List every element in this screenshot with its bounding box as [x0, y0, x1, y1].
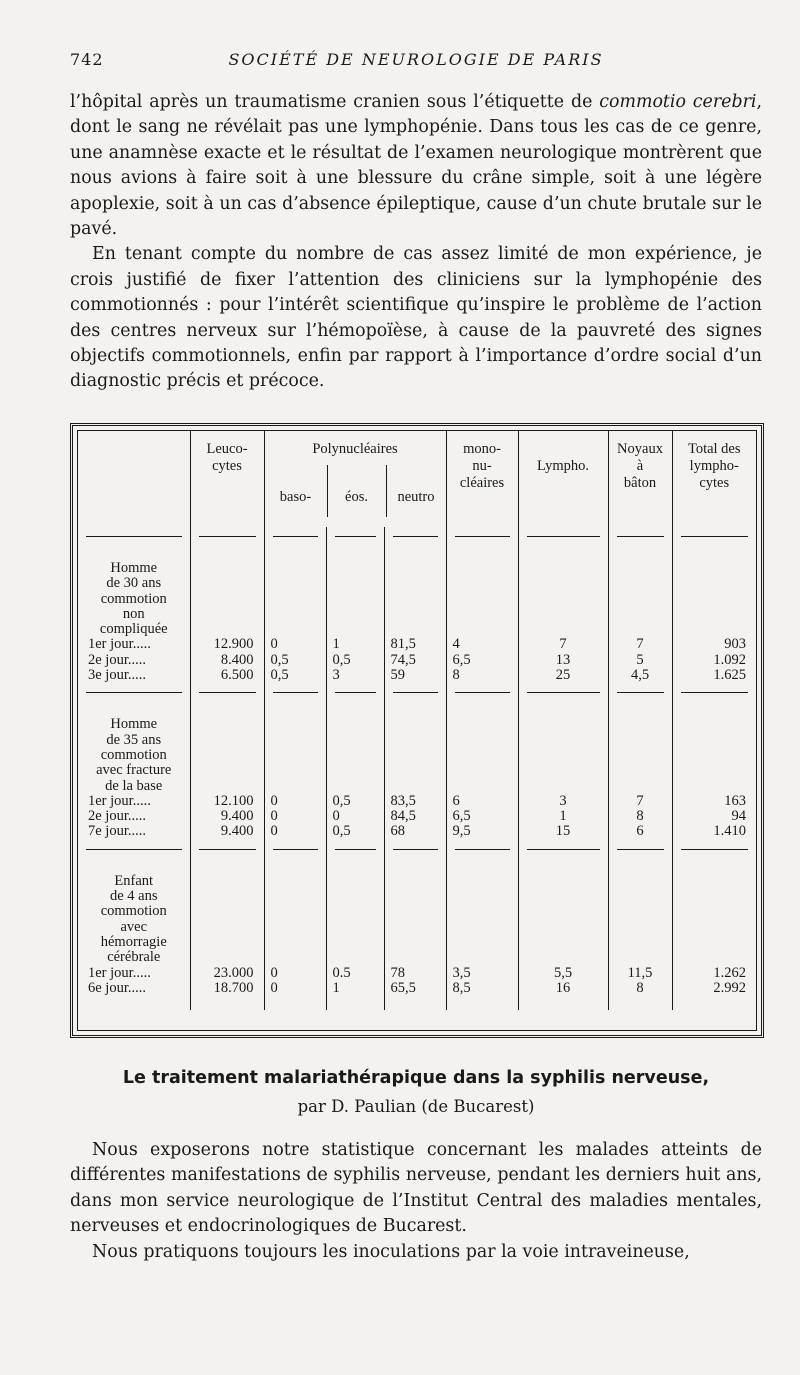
header-baso: baso- — [279, 489, 312, 505]
header-leuco: Leuco- cytes — [190, 431, 264, 527]
header-lympho: Lympho. — [518, 431, 608, 527]
header-total: Total des lympho- cytes — [672, 431, 756, 527]
paragraph-1-rest: , dont le sang ne révélait pas une lymphopénie. Dans tous les cas de ce genre, une anamnèse exacte et le résultat de l’examen neurologique montrèrent que nous avions à faire soit à une blessure du crâne simple, soit à une légère apoplexie, soit à un cas d’absence épileptique, cause d’un chute brutale sur le pavé. — [70, 92, 762, 240]
header-noyaux: Noyaux à bâton — [608, 431, 672, 527]
separator-row — [78, 683, 756, 705]
data-table — [78, 431, 756, 1010]
group-3-label: Enfant de 4 ans commotion avec hémorragie cérébrale — [100, 872, 167, 966]
table-row: 1er jour..... 12.100 0 0,5 83,5 6 3 7 163 — [78, 794, 756, 809]
paragraph-1-start: l’hôpital après un traumatisme cranien sous l’étiquette de — [70, 92, 600, 112]
article-paragraph-1: Nous exposerons notre statistique concernant les malades atteints de différentes manifestations de syphilis nerveuse, pendant les derniers huit ans, dans mon service neurologique de l’Institut Central des maladies mentales, nerveuses et endocrinologiques de Bucarest. — [70, 1140, 762, 1237]
table-row: 6e jour..... 18.700 0 1 65,5 8,5 16 8 2.992 — [78, 981, 756, 996]
separator-row — [78, 840, 756, 862]
page-number: 742 — [70, 50, 104, 69]
table-bottom-pad — [78, 996, 756, 1010]
header-mono: mono- nu- cléaires — [446, 431, 518, 527]
group-2-label: Homme de 35 ans commotion avec fracture de la base — [96, 716, 172, 794]
prose-article — [70, 1138, 762, 1265]
blood-count-table — [70, 423, 764, 1038]
article-title: Le traitement malariathérapique dans la syphilis nerveuse, — [122, 1068, 710, 1088]
paragraph-1 — [70, 90, 762, 242]
paragraph-2: En tenant compte du nombre de cas assez limité de mon expérience, je crois justifié de fixer l’attention des cliniciens sur la lymphopénie des commotionnés : pour l’intérêt scientifique qu’inspire le problème de l’action des centres nerveux sur l’hémopoïèse, à cause de la pauvreté des signes objectifs commotionnels, enfin par rapport à l’importance d’ordre social d’un diagnostic précis et précoce. — [70, 244, 762, 392]
header-polynucleaires: Polynucléaires baso- éos. neutro — [264, 431, 446, 527]
article-byline: par D. Paulian (de Bucarest) — [297, 1097, 535, 1116]
header-blank — [78, 431, 190, 527]
separator-row — [78, 527, 756, 549]
prose-top — [70, 90, 762, 395]
header-row — [78, 431, 756, 527]
group-1-label: Homme de 30 ans commotion non compliquée — [99, 560, 168, 638]
group-1-label-row — [78, 549, 756, 637]
table-inner-frame — [77, 430, 757, 1031]
table-row: 1er jour..... 12.900 0 1 81,5 4 7 7 903 — [78, 637, 756, 652]
article-paragraph-2: Nous pratiquons toujours les inoculations par la voie intraveineuse, — [92, 1241, 690, 1262]
page-header — [70, 50, 762, 76]
table-row: 7e jour..... 9.400 0 0,5 68 9,5 15 6 1.410 — [78, 824, 756, 839]
header-neutro: neutro — [386, 465, 446, 517]
term-commotio-cerebri: commotio cerebri — [599, 92, 757, 112]
table-row: 2e jour..... 8.400 0,5 0,5 74,5 6,5 13 5 1.092 — [78, 653, 756, 668]
group-2-label-row — [78, 705, 756, 793]
group-3-label-row — [78, 862, 756, 966]
table-row: 2e jour..... 9.400 0 0 84,5 6,5 1 8 94 — [78, 809, 756, 824]
table-row: 1er jour..... 23.000 0 0.5 78 3,5 5,5 11,5 1.262 — [78, 966, 756, 981]
table-row: 3e jour..... 6.500 0,5 3 59 8 25 4,5 1.625 — [78, 668, 756, 683]
running-head: SOCIÉTÉ DE NEUROLOGIE DE PARIS — [228, 50, 604, 69]
header-eos: éos. — [327, 465, 386, 517]
